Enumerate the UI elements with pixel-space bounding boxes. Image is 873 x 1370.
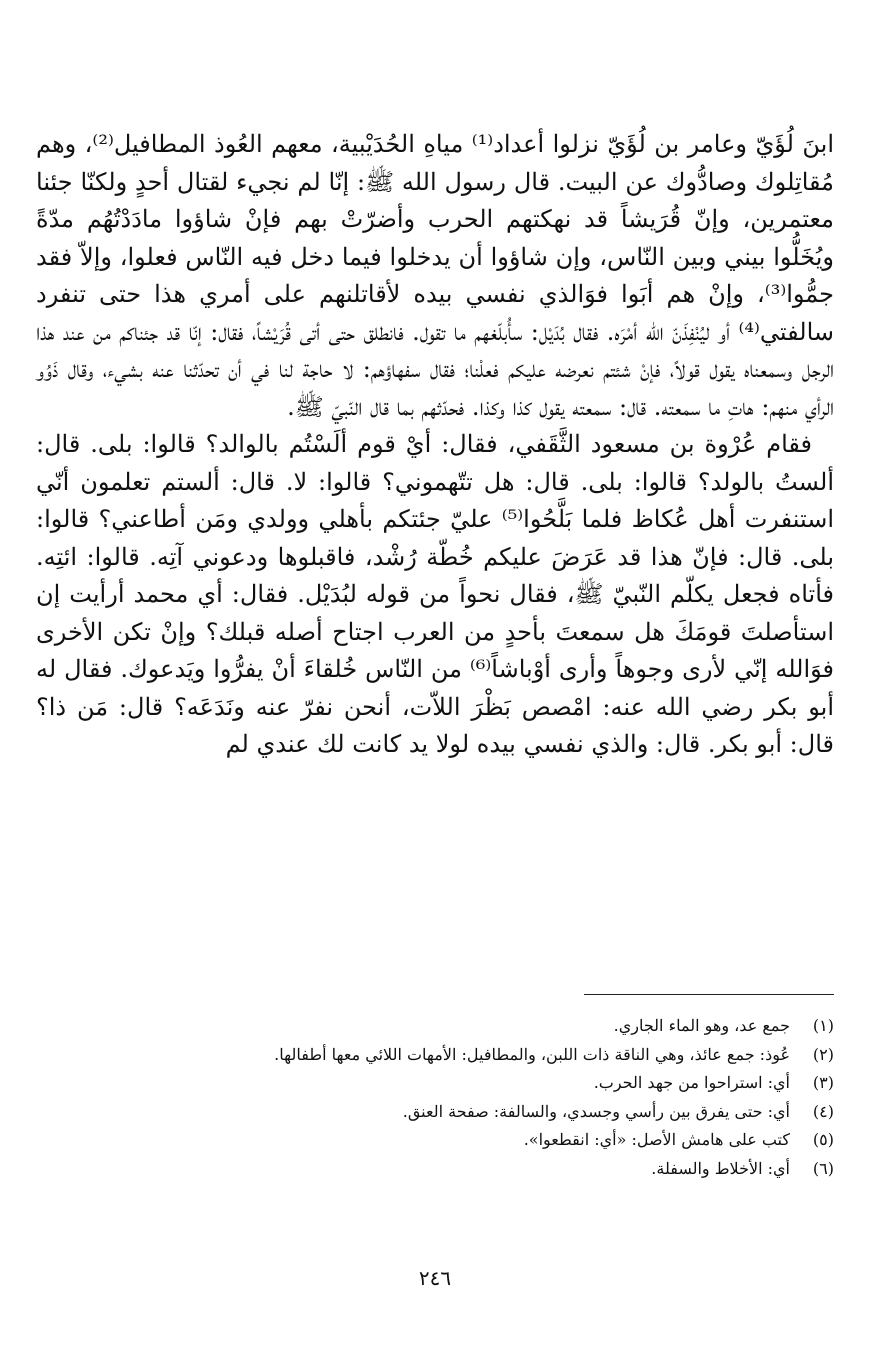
footnote-text: أي: استراحوا من جهد الحرب. — [593, 1073, 790, 1092]
footnote-number: (٢) — [812, 1044, 834, 1064]
footnote-number: (٥) — [812, 1130, 834, 1149]
footnote-2 — [36, 1041, 834, 1070]
footnotes — [36, 1012, 834, 1183]
footnote-text: أي: الأخلاط والسفلة. — [651, 1158, 790, 1178]
footnote-5 — [36, 1126, 834, 1155]
footnote-text: جمع عد، وهو الماء الجاري. — [613, 1016, 790, 1035]
page-number: ٢٤٦ — [418, 1266, 452, 1290]
footnote-6 — [36, 1155, 834, 1184]
footnote-1 — [36, 1012, 834, 1041]
footnote-divider — [584, 994, 834, 995]
footnote-number: (٦) — [812, 1158, 834, 1178]
footnote-number: (٣) — [812, 1073, 834, 1092]
footnote-4 — [36, 1098, 834, 1127]
footnote-text: عُوذ: جمع عائذ، وهي الناقة ذات اللبن، والمطافيل: الأمهات اللائي معها أطفالها. — [274, 1044, 790, 1064]
footnote-text: كتب على هامش الأصل: «أي: انقطعوا». — [523, 1130, 790, 1149]
footnote-3 — [36, 1069, 834, 1098]
footnote-number: (٤) — [812, 1101, 834, 1121]
paragraph-2: فقام عُرْوة بن مسعود الثَّقَفي، فقال: أيْ قوم ألَسْتُم بالوالد؟ قالوا: بلى. قال: ألستُ بالولد؟ قالوا: بلى. قال: هل تتّهموني؟ قالوا: لا. قال: ألستم تعلمون أنّي استنفرت أهل عُكاظ فلما بَلَّحُوا⁽⁵⁾ عليّ جئتكم بأهلي وولدي ومَن أطاعني؟ قالوا: بلى. قال: فإنّ هذا قد عَرَضَ عليكم خُطّة رُشْد، فاقبلوها ودعوني آتِه. قالوا: ائتِه. فأتاه فجعل يكلّم النّبيّ ﷺ، فقال نحواً من قوله لبُدَيْل. فقال: أي محمد أرأيت إن استأصلتَ قومَكَ هل سمعتَ بأحدٍ من العرب اجتاح أصله قبلك؟ وإنْ تكن الأخرى فوَالله إنّي لأرى وجوهاً وأرى أوْباشاً⁽⁶⁾ من النّاس خُلقاءَ أنْ يفرُّوا ويَدعوك. فقال له أبو بكر رضي الله عنه: امْصص بَظْرَ اللاّت، أنحن نفرّ عنه ونَدَعَه؟ قال: مَن ذا؟ قال: أبو بكر. قال: والذي نفسي بيده لولا يد كانت لك عندي لم — [36, 430, 835, 758]
main-text — [36, 126, 834, 764]
footnote-number: (١) — [812, 1016, 834, 1035]
footnote-text: أي: حتى يفرق بين رأسي وجسدي، والسالفة: صفحة العنق. — [402, 1101, 790, 1121]
paragraph-1: ابنَ لُؤَيّ وعامر بن لُؤَيّ نزلوا أعداد⁽¹⁾ مياهِ الحُدَيْبية، معهم العُوذ المطافيل⁽²⁾، وهم مُقاتِلوك وصادُّوك عن البيت. قال رسول الله ﷺ: إنّا لم نجيء لقتال أحدٍ ولكنّا جئنا معتمرين، وإنّ قُرَيشاً قد نهكتهم الحرب وأضرّتْ بهم فإنْ شاؤوا مادَدْتُهُم مدّةً ويُخَلُّوا بيني وبين النّاس، وإن شاؤوا أن يدخلوا فيما دخل فيه النّاس فعلوا، وإلاّ فقد جمُّوا⁽³⁾، وإنْ هم أبَوا فوَالذي نفسي بيده لأقاتلنهم على أمري هذا حتى تنفرد سالفتي⁽⁴⁾ أو ليُنْفِذَنّ الله أمْرَه. فقال بُدَيْل: سأُبلّغهم ما تقول. فانطلق حتى أتى قُرَيْشاً، فقال: إنّا قد جئناكم من عند هذا الرجل وسمعناه يقول قولاً، فإنْ شئتم نعرضه عليكم فعلْنا؛ فقال سفهاؤهم: لا حاجة لنا في أن تحدّثنا عنه بشيء، وقال ذَوُو الرأي منهم: هاتِ ما سمعته. قال: سمعته يقول كذا وكذا. فحدّثهم بما قال النّبيّ ﷺ. — [36, 130, 835, 421]
book-page — [36, 126, 834, 1326]
